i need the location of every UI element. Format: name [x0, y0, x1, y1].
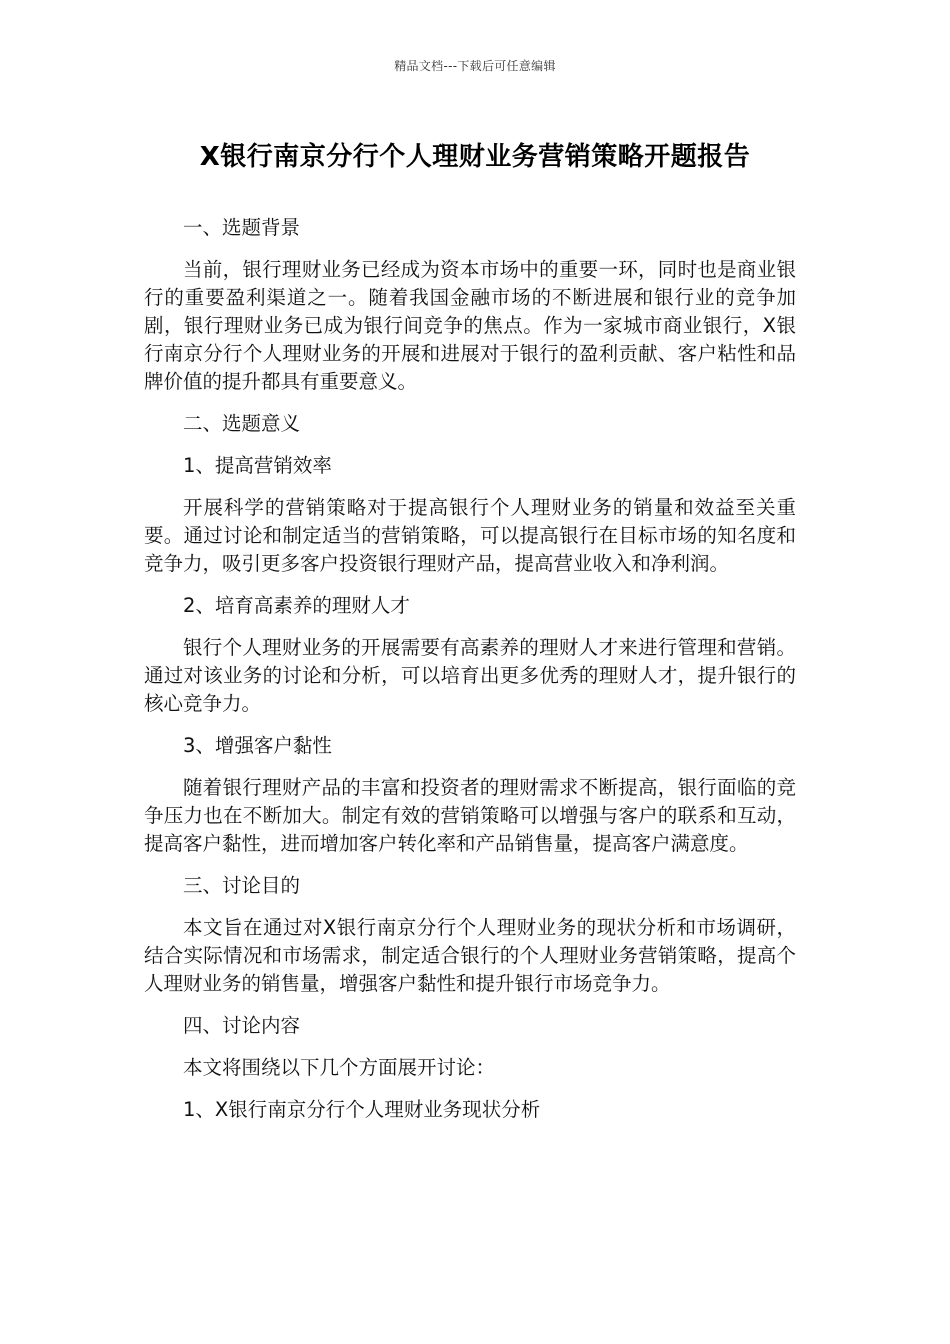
section-heading-significance: 二、选题意义: [183, 412, 301, 435]
section-heading-purpose: 三、讨论目的: [183, 874, 301, 897]
section-heading-content: 四、讨论内容: [183, 1014, 301, 1037]
document-title: X银行南京分行个人理财业务营销策略开题报告: [199, 142, 751, 172]
subheading-marketing-efficiency: 1、提高营销效率: [183, 454, 332, 477]
paragraph-purpose: 本文旨在通过对X银行南京分行个人理财业务的现状分析和市场调研，结合实际情况和市场需求，制定适合银行的个人理财业务营销策略，提高个人理财业务的销售量，增强客户黏性和提升银行市场竞争力。: [144, 916, 796, 995]
section-heading-background: 一、选题背景: [183, 216, 301, 239]
paragraph-talent: 银行个人理财业务的开展需要有高素养的理财人才来进行管理和营销。通过对该业务的讨论和分析，可以培育出更多优秀的理财人才，提升银行的核心竞争力。: [144, 636, 796, 715]
subheading-talent: 2、培育高素养的理财人才: [183, 594, 410, 617]
document-body: [144, 214, 796, 1124]
paragraph-background: 当前，银行理财业务已经成为资本市场中的重要一环，同时也是商业银行的重要盈利渠道之一。随着我国金融市场的不断进展和银行业的竞争加剧，银行理财业务已成为银行间竞争的焦点。作为一家城市商业银行，X银行南京分行个人理财业务的开展和进展对于银行的盈利贡献、客户粘性和品牌价值的提升都具有重要意义。: [144, 258, 796, 393]
paragraph-customer-stickiness: 随着银行理财产品的丰富和投资者的理财需求不断提高，银行面临的竞争压力也在不断加大。制定有效的营销策略可以增强与客户的联系和互动，提高客户黏性，进而增加客户转化率和产品销售量，提高客户满意度。: [144, 776, 796, 855]
paragraph-marketing-efficiency: 开展科学的营销策略对于提高银行个人理财业务的销量和效益至关重要。通过讨论和制定适当的营销策略，可以提高银行在目标市场的知名度和竞争力，吸引更多客户投资银行理财产品，提高营业收入和净利润。: [144, 496, 796, 575]
content-item-1: 1、X银行南京分行个人理财业务现状分析: [183, 1098, 541, 1121]
header-watermark: 精品文档---下载后可任意编辑: [394, 59, 556, 73]
subheading-customer-stickiness: 3、增强客户黏性: [183, 734, 332, 757]
content-intro-line: 本文将围绕以下几个方面展开讨论：: [183, 1056, 496, 1079]
